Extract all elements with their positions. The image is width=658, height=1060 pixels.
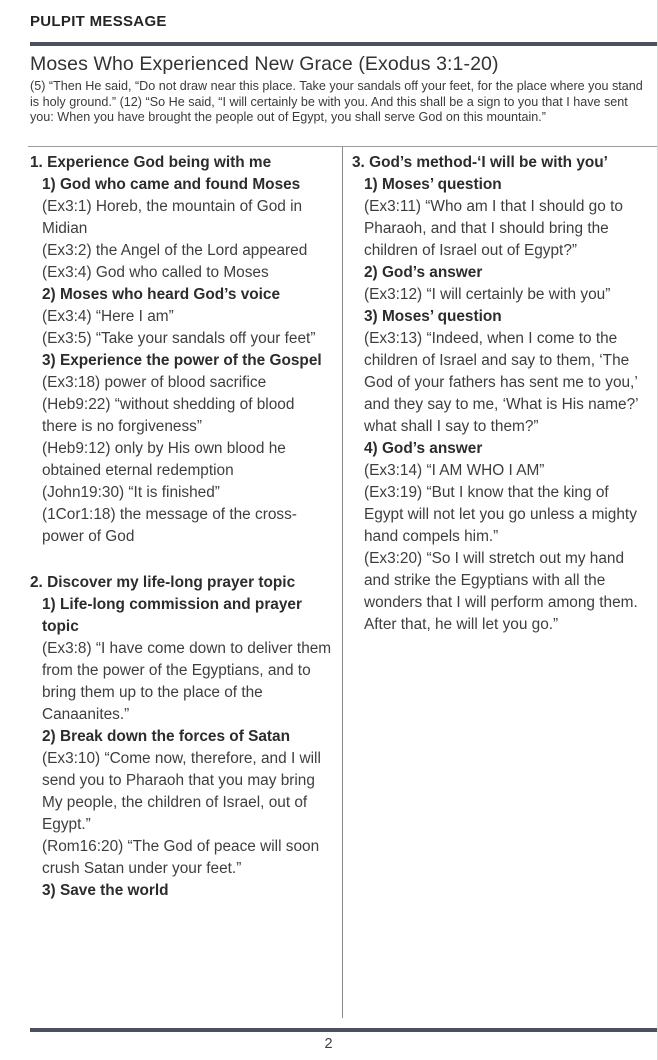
outline-subheading: 2) Moses who heard God’s voice [42,286,281,303]
top-rule-divider [30,42,657,46]
outline-item: (Ex3:5) “Take your sandals off your feet” [42,330,316,347]
outline-item: (Ex3:2) the Angel of the Lord appeared [42,242,308,259]
outline-section-heading: 1. Experience God being with me [30,154,272,171]
outline-subheading: 3) Moses’ question [364,308,502,325]
outline-section-heading: 3. God’s method-‘I will be with you’ [352,154,608,171]
page-number: 2 [324,1036,333,1052]
outline-section [352,152,648,636]
outline-section [30,572,332,902]
outline-subheading: 4) God’s answer [364,440,483,457]
outline-item: (Rom16:20) “The God of peace will soon crush Satan under your feet.” [42,838,320,877]
outline-subheading: 2) God’s answer [364,264,483,281]
outline-item: (Ex3:12) “I will certainly be with you” [364,286,611,303]
outline-section-body [42,594,332,902]
outline-section [30,152,332,548]
outline-subheading: 2) Break down the forces of Satan [42,728,291,745]
outline-item: (John19:30) “It is finished” [42,484,220,501]
outline-subheading: 3) Save the world [42,882,169,899]
outline-item: (Ex3:18) power of blood sacrifice [42,374,267,391]
outline-subheading: 1) Moses’ question [364,176,502,193]
column-divider [342,147,343,1018]
outline-subheading: 1) God who came and found Moses [42,176,301,193]
outline-item: (Heb9:12) only by His own blood he obtained eternal redemption [42,440,286,479]
outline-item: (Ex3:13) “Indeed, when I come to the children of Israel and say to them, ‘The God of your fathers has sent me to you,’ and they say to me, ‘What is His name?’ what shall I say to them?” [364,330,639,435]
footer-rule-divider [30,1028,657,1032]
outline-item: (Ex3:1) Horeb, the mountain of God in Midian [42,198,303,237]
outline-item: (Heb9:22) “without shedding of blood there is no forgiveness” [42,396,295,435]
sermon-title: Moses Who Experienced New Grace (Exodus 3:1-20) [30,53,499,75]
outline-item: (Ex3:14) “I AM WHO I AM” [364,462,545,479]
outline-section-body [42,174,332,548]
page-masthead: PULPIT MESSAGE [30,13,167,30]
outline-item: (Ex3:10) “Come now, therefore, and I will send you to Pharaoh that you may bring My people, the children of Israel, out of Egypt.” [42,750,321,833]
sermon-intro-scripture: (5) “Then He said, “Do not draw near this place. Take your sandals off your feet, for the place where you stand is holy ground.” (12) “So He said, “I will certainly be with you. And this shall be a sign to you that I have sent you: When you have brought the people out of Egypt, you shall serve God on this mountain.” [30,79,643,125]
outline-item: (Ex3:4) “Here I am” [42,308,174,325]
outline-item: (Ex3:4) God who called to Moses [42,264,269,281]
outline-column-left [30,152,332,902]
outline-column-right [352,152,648,636]
outline-item: (Ex3:19) “But I know that the king of Egypt will not let you go unless a mighty hand compels him.” [364,484,637,545]
outline-section-body [364,174,648,636]
outline-item: (Ex3:20) “So I will stretch out my hand and strike the Egyptians with all the wonders that I will perform among them. After that, he will let you go.” [364,550,638,633]
outline-subheading: 1) Life-long commission and prayer topic [42,596,302,635]
outline-item: (Ex3:11) “Who am I that I should go to Pharaoh, and that I should bring the children of Israel out of Egypt?” [364,198,623,259]
outline-subheading: 3) Experience the power of the Gospel [42,352,322,369]
outline-item: (1Cor1:18) the message of the cross-power of God [42,506,297,545]
outline-item: (Ex3:8) “I have come down to deliver them from the power of the Egyptians, and to bring them up to the place of the Canaanites.” [42,640,332,723]
outline-section-heading: 2. Discover my life-long prayer topic [30,574,296,591]
